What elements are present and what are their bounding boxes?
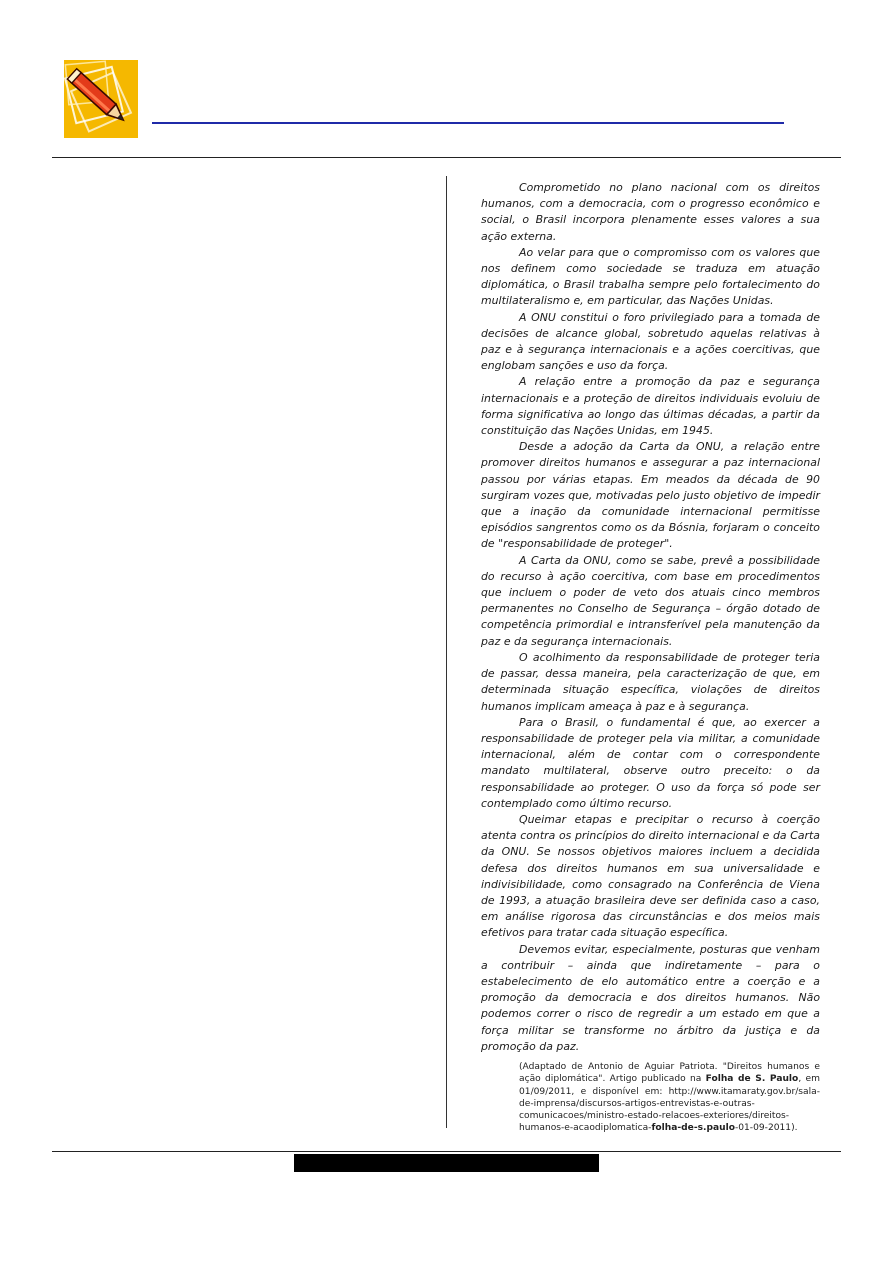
article-paragraph: Ao velar para que o compromisso com os valores que nos definem como sociedade se traduza em atuação diplomática, o Brasil trabalha sempre pelo fortalecimento do multilateralismo e, em particular, das Nações Unidas.: [481, 245, 820, 308]
footer-separator: [52, 1151, 841, 1152]
header-title-rule: [152, 122, 784, 124]
pencil-logo-icon: [64, 60, 138, 138]
citation-newspaper: Folha de S. Paulo: [705, 1074, 799, 1085]
citation-text: , em 01/09/2011, e disponível em: http://www.itamaraty.gov.br/sala-de-imprensa/discursos-artigos-entrevistas-e-outras-comunicacoes/ministro-estado-relacoes-exteriores/direitos-humanos-e-acaodiplomatica-: [519, 1074, 820, 1134]
header-separator: [52, 157, 841, 158]
source-citation: [519, 1061, 820, 1135]
article-column: [481, 180, 820, 1135]
article-paragraph: O acolhimento da responsabilidade de proteger teria de passar, dessa maneira, pela caracterização de que, em determinada situação específica, violações de direitos humanos implicam ameaça à paz e à segurança.: [481, 650, 820, 713]
footer-bar: [294, 1154, 599, 1172]
article-paragraph: Comprometido no plano nacional com os direitos humanos, com a democracia, com o progresso econômico e social, o Brasil incorpora plenamente esses valores a sua ação externa.: [481, 181, 820, 243]
left-column-blank: [52, 176, 432, 1126]
citation-newspaper-slug: folha-de-s.paulo: [651, 1123, 735, 1134]
citation-text: (Adaptado de Antonio de Aguiar Patriota. "Direitos humanos e ação diplomática". Artigo publicado na: [519, 1061, 820, 1085]
article-paragraph: A ONU constitui o foro privilegiado para a tomada de decisões de alcance global, sobretudo aquelas relativas à paz e à segurança internacionais e a ações coercitivas, que englobam sanções e uso da força.: [481, 310, 820, 373]
column-divider: [446, 176, 447, 1128]
article-paragraph: Para o Brasil, o fundamental é que, ao exercer a responsabilidade de proteger pela via militar, a comunidade internacional, além de contar com o correspondente mandato multilateral, observe outro preceito: o da responsabilidade ao proteger. O uso da força só pode ser contemplado como último recurso.: [481, 715, 820, 810]
article-paragraph: Queimar etapas e precipitar o recurso à coerção atenta contra os princípios do direito internacional e da Carta da ONU. Se nossos objetivos maiores incluem a decidida defesa dos direitos humanos em sua universalidade e indivisibilidade, como consagrado na Conferência de Viena de 1993, a atuação brasileira deve ser definida caso a caso, em análise rigorosa das circunstâncias e dos meios mais efetivos para tratar cada situação específica.: [481, 812, 820, 940]
article-paragraph: Desde a adoção da Carta da ONU, a relação entre promover direitos humanos e assegurar a paz internacional passou por várias etapas. Em meados da década de 90 surgiram vozes que, motivadas pelo justo objetivo de impedir que a inação da comunidade internacional permitisse episódios sangrentos como os da Bósnia, forjaram o conceito de "responsabilidade de proteger".: [481, 440, 820, 551]
article-paragraph: A Carta da ONU, como se sabe, prevê a possibilidade do recurso à ação coercitiva, com base em procedimentos que incluem o poder de veto dos atuais cinco membros permanentes no Conselho de Segurança – órgão dotado de competência primordial e intransferível pela manutenção da paz e da segurança internacionais.: [481, 553, 820, 648]
citation-text: -01-09-2011).: [734, 1123, 798, 1134]
article-paragraph: A relação entre a promoção da paz e segurança internacionais e a proteção de direitos individuais evoluiu de forma significativa ao longo das últimas décadas, a partir da constituição das Nações Unidas, em 1945.: [481, 375, 820, 438]
article-paragraph: Devemos evitar, especialmente, posturas que venham a contribuir – ainda que indiretamente – para o estabelecimento de elo automático entre a coerção e a promoção da democracia e dos direitos humanos. Não podemos correr o risco de regredir a um estado em que a força militar se transforme no árbitro da justiça e da promoção da paz.: [481, 942, 820, 1053]
